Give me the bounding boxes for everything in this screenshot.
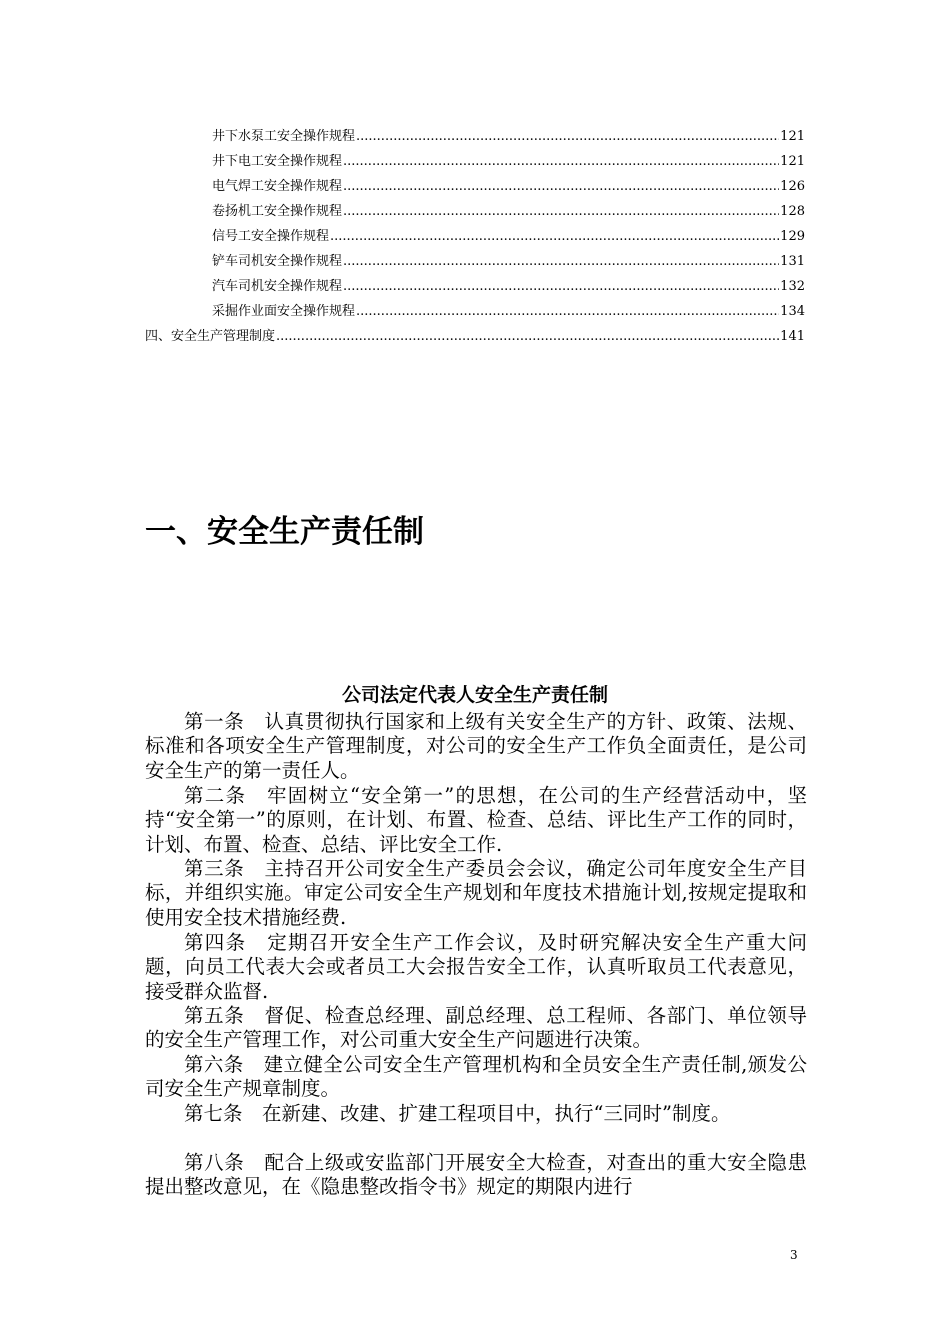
toc-entry-title: 电气焊工安全操作规程 xyxy=(212,179,343,194)
toc-entry[interactable] xyxy=(212,279,805,295)
chapter-heading: 一、安全生产责任制 xyxy=(145,514,424,550)
toc-entry-page: 128 xyxy=(780,204,805,219)
toc-entry[interactable] xyxy=(212,254,805,270)
toc-entry-title: 信号工安全操作规程 xyxy=(212,229,330,244)
toc-entry-page: 132 xyxy=(780,279,805,294)
toc-entry[interactable] xyxy=(212,154,805,170)
toc-entry-page: 121 xyxy=(780,154,805,169)
toc-entry-title: 卷扬机工安全操作规程 xyxy=(212,204,343,219)
toc-entry-title: 采掘作业面安全操作规程 xyxy=(212,304,356,319)
toc-entry[interactable] xyxy=(212,304,805,320)
article-paragraph: 第三条 主持召开公司安全生产委员会会议，确定公司年度安全生产目标，并组织实施。审定公司安全生产规划和年度技术措施计划,按规定提取和使用安全技术措施经费. xyxy=(145,857,807,929)
toc-entry[interactable] xyxy=(212,204,805,220)
section-title: 公司法定代表人安全生产责任制 xyxy=(341,684,608,706)
toc-entry[interactable] xyxy=(145,329,805,345)
toc-entry[interactable] xyxy=(212,229,805,245)
article-paragraph: 第六条 建立健全公司安全生产管理机构和全员安全生产责任制,颁发公司安全生产规章制度。 xyxy=(145,1053,807,1101)
toc-leader-dots xyxy=(276,329,779,345)
toc-leader-dots xyxy=(330,229,779,245)
article-paragraph: 第四条 定期召开安全生产工作会议，及时研究解决安全生产重大问题，向员工代表大会或者员工大会报告安全工作，认真听取员工代表意见，接受群众监督. xyxy=(145,931,807,1003)
toc-entry[interactable] xyxy=(212,179,805,195)
toc-entry[interactable] xyxy=(212,129,805,145)
toc-entry-page: 131 xyxy=(780,254,805,269)
toc-entry-page: 141 xyxy=(780,329,805,344)
toc-leader-dots xyxy=(356,304,779,320)
article-paragraph: 第七条 在新建、改建、扩建工程项目中，执行“三同时”制度。 xyxy=(184,1102,731,1125)
article-paragraph: 第八条 配合上级或安监部门开展安全大检查，对查出的重大安全隐患提出整改意见，在《隐患整改指令书》规定的期限内进行 xyxy=(145,1151,807,1199)
toc-leader-dots xyxy=(343,179,779,195)
toc-leader-dots xyxy=(343,254,779,270)
toc-entry-page: 121 xyxy=(780,129,805,144)
toc-entry-title: 四、安全生产管理制度 xyxy=(145,329,276,344)
toc-entry-page: 134 xyxy=(780,304,805,319)
toc-leader-dots xyxy=(343,154,779,170)
toc-entry-title: 井下电工安全操作规程 xyxy=(212,154,343,169)
toc-entry-title: 汽车司机安全操作规程 xyxy=(212,279,343,294)
article-paragraph: 第一条 认真贯彻执行国家和上级有关安全生产的方针、政策、法规、标准和各项安全生产管理制度，对公司的安全生产工作负全面责任，是公司安全生产的第一责任人。 xyxy=(145,710,807,782)
toc-entry-page: 126 xyxy=(780,179,805,194)
toc-leader-dots xyxy=(356,129,779,145)
toc-entry-title: 井下水泵工安全操作规程 xyxy=(212,129,356,144)
toc-leader-dots xyxy=(343,204,779,220)
toc-leader-dots xyxy=(343,279,779,295)
page-number: 3 xyxy=(790,1248,798,1262)
toc-entry-page: 129 xyxy=(780,229,805,244)
toc-entry-title: 铲车司机安全操作规程 xyxy=(212,254,343,269)
article-paragraph: 第二条 牢固树立“安全第一”的思想，在公司的生产经营活动中，坚持“安全第一”的原则，在计划、布置、检查、总结、评比生产工作的同时，计划、布置、检查、总结、评比安全工作. xyxy=(145,784,807,856)
article-paragraph: 第五条 督促、检查总经理、副总经理、总工程师、各部门、单位领导的安全生产管理工作，对公司重大安全生产问题进行决策。 xyxy=(145,1004,807,1052)
